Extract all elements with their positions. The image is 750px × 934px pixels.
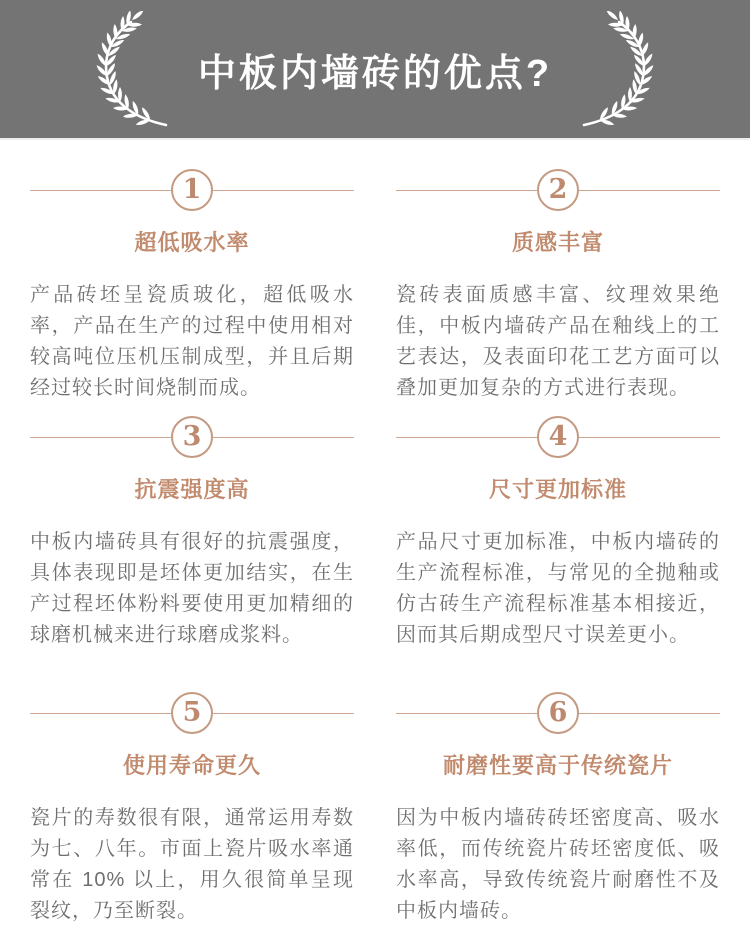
- section-body: 瓷砖表面质感丰富、纹理效果绝佳，中板内墙砖产品在釉线上的工艺表达，及表面印花工艺方面可以叠加更加复杂的方式进行表现。: [396, 284, 720, 399]
- number-divider-3: [30, 415, 354, 459]
- advantages-grid: [0, 140, 750, 927]
- divider-line: [213, 437, 354, 438]
- section-body: 产品尺寸更加标准，中板内墙砖的生产流程标准，与常见的全抛釉或仿古砖生产流程标准基本相接近，因而其后期成型尺寸误差更小。: [396, 531, 720, 646]
- advantage-card-1: [30, 168, 354, 404]
- section-number-badge: 1: [171, 169, 213, 211]
- divider-line: [396, 437, 537, 438]
- divider-line: [579, 713, 720, 714]
- divider-line: [579, 190, 720, 191]
- number-divider-1: [30, 168, 354, 212]
- number-divider-6: [396, 691, 720, 735]
- section-body: 产品砖坯呈瓷质玻化，超低吸水率，产品在生产的过程中使用相对较高吨位压机压制成型，并且后期经过较长时间烧制而成。: [30, 284, 354, 399]
- section-title: 超低吸水率: [134, 230, 250, 255]
- section-body: 中板内墙砖具有很好的抗震强度，具体表现即是坯体更加结实，在生产过程坯体粉料要使用更加精细的球磨机械来进行球磨成浆料。: [30, 531, 354, 646]
- divider-line: [396, 713, 537, 714]
- number-divider-4: [396, 415, 720, 459]
- section-number-badge: 2: [537, 169, 579, 211]
- divider-line: [213, 190, 354, 191]
- divider-line: [30, 713, 171, 714]
- section-number-badge: 3: [171, 416, 213, 458]
- advantage-card-5: [30, 691, 354, 927]
- advantage-card-4: [396, 415, 720, 651]
- divider-line: [30, 190, 171, 191]
- section-title: 尺寸更加标准: [488, 477, 627, 502]
- section-title: 抗震强度高: [134, 477, 250, 502]
- number-divider-2: [396, 168, 720, 212]
- number-divider-5: [30, 691, 354, 735]
- advantage-card-2: [396, 168, 720, 404]
- section-body: 因为中板内墙砖砖坯密度高、吸水率低，而传统瓷片砖坯密度低、吸水率高，导致传统瓷片耐磨性不及中板内墙砖。: [396, 807, 720, 922]
- section-body: 瓷片的寿数很有限，通常运用寿数为七、八年。市面上瓷片吸水率通常在 10% 以上，用久很简单呈现裂纹，乃至断裂。: [30, 807, 354, 922]
- advantage-card-3: [30, 415, 354, 651]
- section-number-badge: 6: [537, 692, 579, 734]
- laurel-branch-right-icon: [578, 11, 658, 131]
- section-title: 质感丰富: [511, 230, 604, 255]
- laurel-branch-left-icon: [92, 11, 172, 131]
- divider-line: [579, 437, 720, 438]
- page-title: 中板内墙砖的优点?: [197, 52, 553, 95]
- divider-line: [213, 713, 354, 714]
- grid-row-3: [30, 691, 720, 927]
- section-number-badge: 5: [171, 692, 213, 734]
- page-header: [0, 0, 750, 140]
- section-title: 使用寿命更久: [122, 753, 261, 778]
- divider-line: [30, 437, 171, 438]
- divider-line: [396, 190, 537, 191]
- grid-row-1: [30, 168, 720, 404]
- advantage-card-6: [396, 691, 720, 927]
- section-number-badge: 4: [537, 416, 579, 458]
- grid-row-2: [30, 415, 720, 651]
- section-title: 耐磨性要高于传统瓷片: [442, 753, 673, 778]
